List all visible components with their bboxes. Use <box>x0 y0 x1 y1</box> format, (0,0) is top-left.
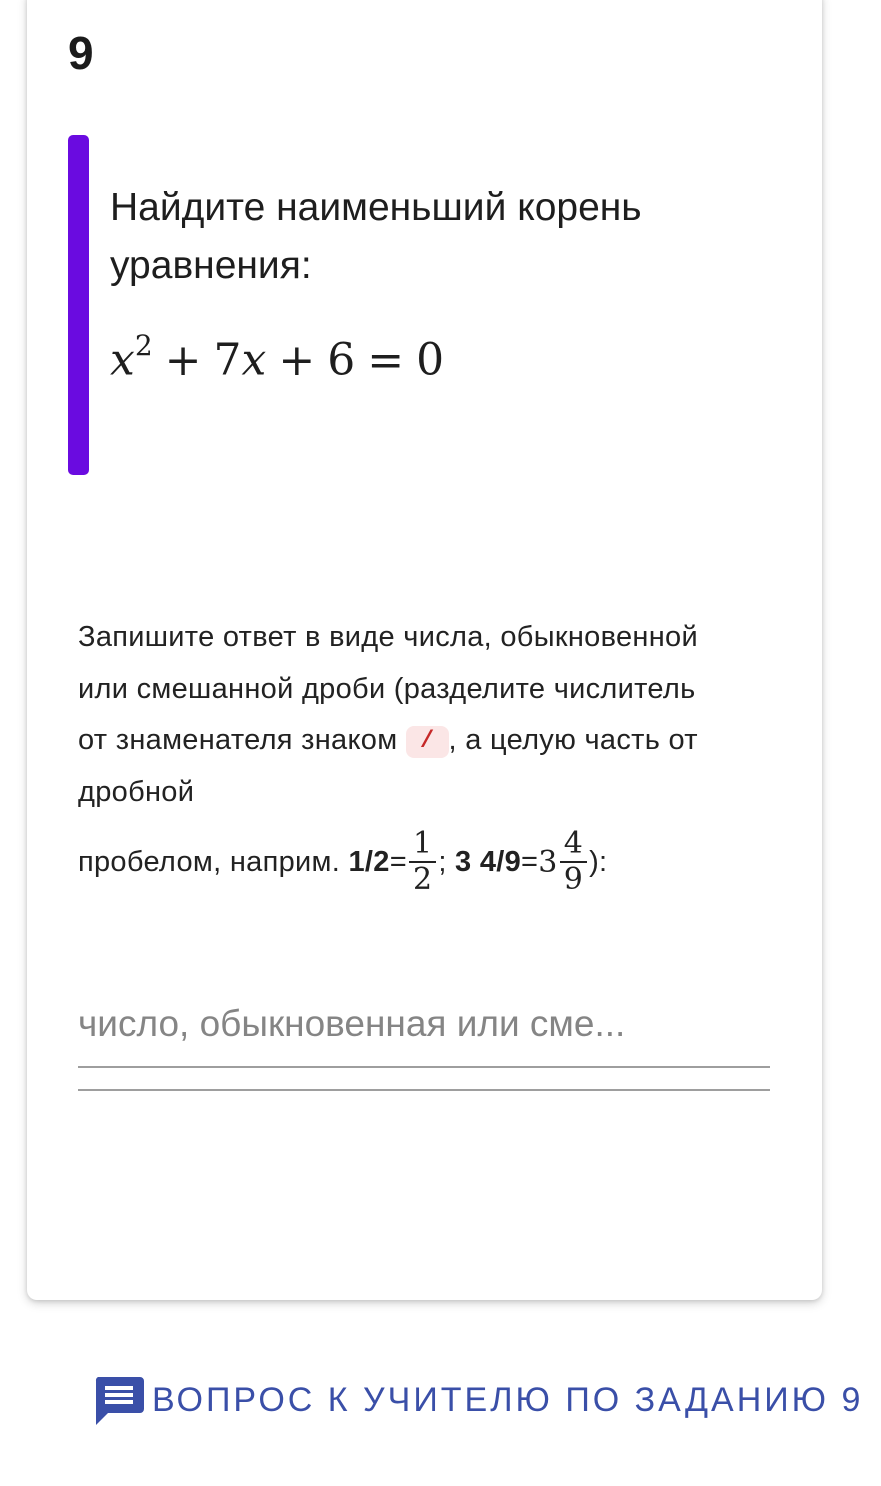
instructions-text-continued: , а целую часть от дробной <box>78 724 698 808</box>
example-prefix: пробелом, наприм. <box>78 845 341 878</box>
chat-message-icon <box>92 1373 146 1427</box>
fraction-denominator: 2 <box>409 861 436 897</box>
task-number: 9 <box>68 27 94 79</box>
example-separator: ; <box>438 845 447 878</box>
instructions-text: Запишите ответ в виде числа, обыкновенной или смешанной дроби (разделите числитель от знаменателя знаком <box>78 621 698 756</box>
example2-equals: = <box>521 845 539 878</box>
fraction-one-half <box>409 827 436 897</box>
equation-constant: 6 <box>327 334 356 386</box>
equation-plus: + <box>278 334 316 386</box>
fraction-four-ninths <box>560 827 587 897</box>
answer-underline-secondary <box>78 1089 770 1091</box>
question-text: Найдите наименьший корень уравнения: <box>110 186 642 287</box>
format-example <box>78 812 607 912</box>
equation <box>110 329 445 386</box>
answer-instructions <box>78 612 728 818</box>
fraction-numerator: 4 <box>563 826 584 861</box>
example1-text: 1/2 <box>348 845 390 878</box>
equation-equals: = <box>367 334 405 386</box>
equation-rhs: 0 <box>416 334 445 386</box>
question-block <box>68 135 768 475</box>
accent-bar <box>68 135 89 475</box>
example2-text: 3 4/9 <box>455 845 522 878</box>
equation-exponent: 2 <box>134 329 153 362</box>
example1-equals: = <box>389 845 407 878</box>
fraction-numerator: 1 <box>412 826 433 861</box>
answer-underline <box>78 1066 770 1068</box>
mixed-whole-part: 3 <box>538 844 558 880</box>
answer-input[interactable] <box>78 995 770 1053</box>
equation-variable: x <box>110 334 135 386</box>
ask-teacher-label: ВОПРОС К УЧИТЕЛЮ ПО ЗАДАНИЮ 9 <box>152 1380 864 1419</box>
slash-code-chip: / <box>406 726 449 758</box>
equation-variable: x <box>241 334 267 386</box>
equation-plus: + <box>164 334 202 386</box>
example-suffix: ): <box>589 845 608 878</box>
ask-teacher-link[interactable] <box>92 1372 863 1428</box>
equation-coefficient: 7 <box>213 334 242 386</box>
fraction-denominator: 9 <box>560 861 587 897</box>
